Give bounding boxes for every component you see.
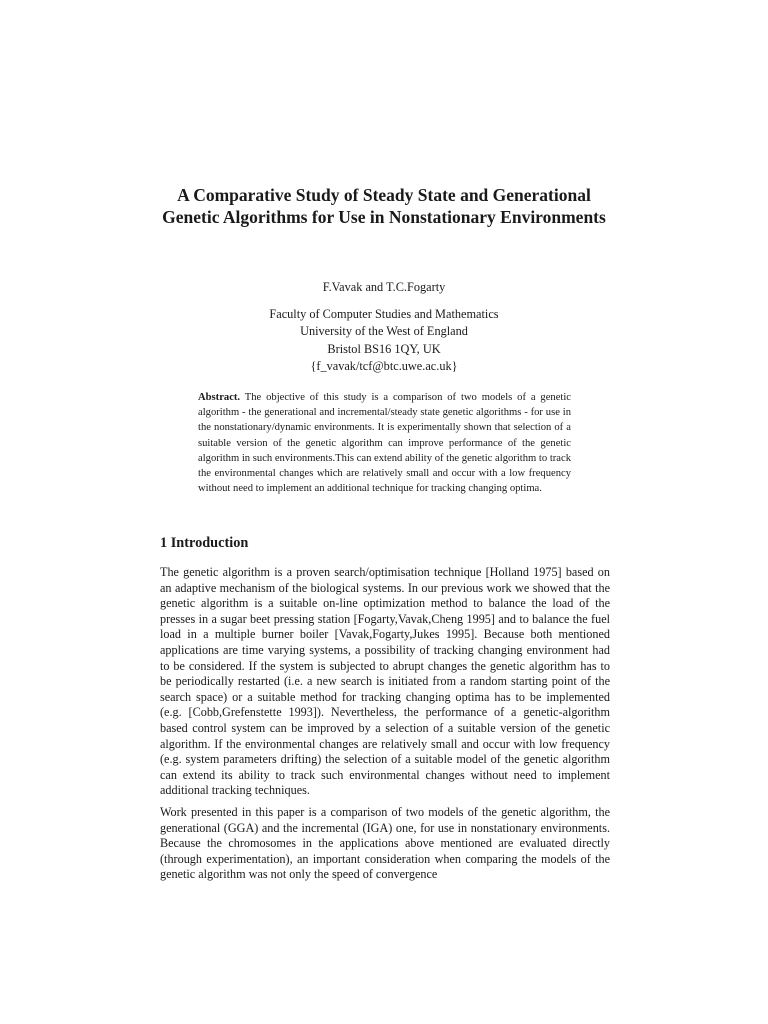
paper-title: A Comparative Study of Steady State and Generational Genetic Algorithms for Use in Nonstationary Environments — [162, 185, 606, 227]
affiliation-address: Bristol BS16 1QY, UK — [327, 341, 441, 356]
paper-authors: F.Vavak and T.C.Fogarty — [322, 280, 446, 294]
author-affiliation — [150, 306, 618, 375]
abstract — [198, 390, 571, 496]
affiliation-faculty: Faculty of Computer Studies and Mathematics — [269, 307, 499, 321]
section-heading-introduction: 1 Introduction — [160, 535, 249, 551]
affiliation-university: University of the West of England — [300, 324, 468, 339]
author-email: {f_vavak/tcf@btc.uwe.ac.uk} — [310, 358, 458, 373]
introduction-paragraph-2: Work presented in this paper is a comparison of two models of the genetic algorithm, the generational (GGA) and the incremental (IGA) one, for use in nonstationary environments. Because the chromosomes in the applications above mentioned are evaluated directly (through experimentation), an important consideration when comparing the models of the genetic algorithm was not only the speed of convergence — [160, 805, 610, 882]
abstract-text: The objective of this study is a comparison of two models of a genetic algorithm - the generational and incremental/steady state genetic algorithms - for use in the nonstationary/dynamic environments. It is experimentally shown that selection of a suitable version of the genetic algorithm can improve performance of the genetic algorithm in such environments.This can extend ability of the genetic algorithm to track the environmental changes which are relatively small and occur with a low frequency without need to implement an additional technique for tracking changing optima. — [198, 392, 572, 495]
abstract-label: Abstract. — [198, 392, 241, 403]
introduction-paragraph-1: The genetic algorithm is a proven search/optimisation technique [Holland 1975] based on an adaptive mechanism of the biological systems. In our previous work we showed that the genetic algorithm is a suitable on-line optimization method to balance the load of the presses in a sugar beet pressing station [Fogarty,Vavak,Cheng 1995] and to balance the fuel load in a multiple burner boiler [Vavak,Fogarty,Jukes 1995]. Because both mentioned applications are time varying systems, a possibility of tracking changing environment had to be considered. If the system is subjected to abrupt changes the genetic algorithm has to be periodically restarted (i.e. a new search is initiated from a random starting point of the search space) or a suitable method for tracking changing optima has to be implemented (e.g. [Cobb,Grefenstette 1993]). Nevertheless, the performance of a genetic-algorithm based control system can be improved by a selection of a suitable version of the genetic algorithm. If the environmental changes are relatively small and occur with low frequency (e.g. system parameters drifting) the selection of a suitable model of the genetic algorithm can extend its ability to track such environmental changes without need to implement additional tracking techniques. — [160, 565, 610, 798]
